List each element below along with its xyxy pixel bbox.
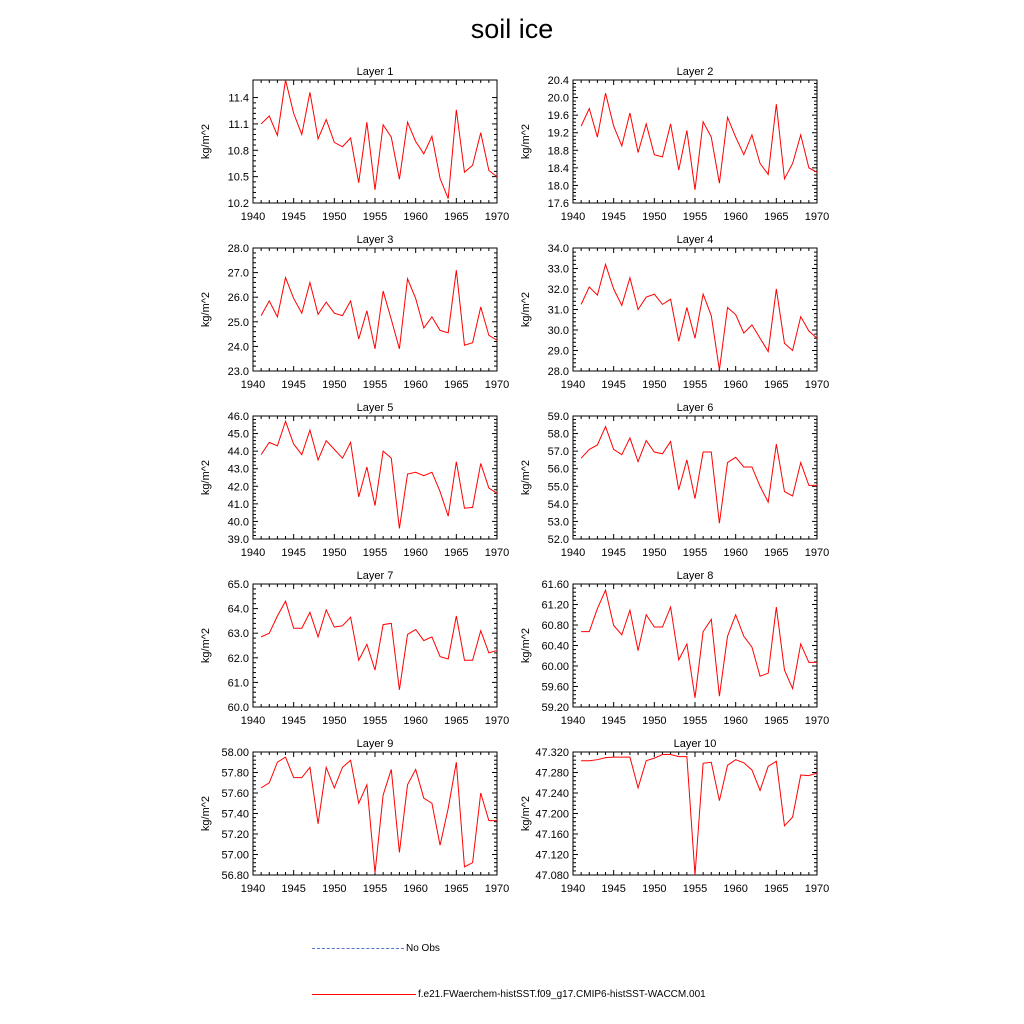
x-tick-label: 1965 [444, 715, 469, 727]
y-tick-label: 47.320 [535, 747, 569, 759]
y-tick-label: 61.60 [541, 579, 569, 591]
x-tick-label: 1970 [804, 547, 830, 559]
y-tick-label: 19.2 [547, 127, 569, 140]
x-tick-label: 1955 [362, 379, 388, 391]
series-line [581, 427, 817, 524]
y-tick-label: 23.0 [227, 366, 249, 378]
x-tick-label: 1945 [601, 547, 626, 559]
y-tick-label: 61.20 [541, 599, 569, 612]
x-tick-label: 1965 [444, 547, 469, 559]
y-axis-label: kg/m^2 [520, 795, 532, 832]
series-line [581, 264, 817, 370]
series-line [581, 93, 817, 190]
y-tick-label: 11.1 [228, 118, 249, 131]
y-tick-label: 29.0 [547, 345, 569, 358]
panel-7 [200, 570, 509, 727]
y-axis-label: kg/m^2 [520, 627, 532, 664]
y-tick-label: 65.0 [227, 579, 249, 591]
x-tick-label: 1955 [682, 715, 708, 727]
x-tick-label: 1970 [804, 379, 830, 391]
panel-10 [520, 738, 829, 895]
panel-title: Layer 3 [356, 234, 394, 246]
y-axis-label: kg/m^2 [200, 291, 212, 328]
x-tick-label: 1945 [601, 883, 626, 895]
panel-title: Layer 2 [676, 66, 714, 78]
x-tick-label: 1960 [723, 883, 748, 895]
y-tick-label: 58.00 [221, 747, 249, 759]
panel-2 [520, 66, 829, 223]
x-tick-label: 1965 [764, 883, 789, 895]
plot-frame [253, 416, 497, 539]
y-axis-label: kg/m^2 [200, 459, 212, 496]
series-line [261, 757, 497, 873]
y-tick-label: 47.200 [535, 808, 569, 821]
series-line [581, 590, 817, 698]
x-tick-label: 1950 [642, 211, 667, 223]
x-tick-label: 1945 [281, 379, 306, 391]
legend-item-obs [312, 943, 440, 954]
y-tick-label: 18.8 [547, 145, 569, 158]
legend-obs-label: No Obs [406, 943, 440, 954]
y-tick-label: 20.4 [547, 75, 569, 87]
x-tick-label: 1945 [281, 883, 306, 895]
y-tick-label: 10.5 [227, 171, 249, 184]
panel-title: Layer 10 [673, 738, 717, 750]
x-tick-label: 1955 [362, 547, 388, 559]
y-tick-label: 56.0 [547, 463, 569, 476]
plot-frame [573, 752, 817, 875]
y-tick-label: 47.160 [535, 829, 569, 841]
x-tick-label: 1945 [281, 547, 306, 559]
x-tick-label: 1950 [322, 211, 347, 223]
series-line [261, 601, 497, 690]
y-tick-label: 57.00 [221, 849, 249, 862]
y-tick-label: 18.0 [547, 180, 569, 193]
panel-6 [520, 402, 829, 559]
panel-4 [520, 234, 829, 391]
series-line [581, 755, 817, 875]
panel-title: Layer 6 [676, 402, 714, 414]
y-tick-label: 34.0 [547, 243, 569, 255]
y-tick-label: 61.0 [227, 677, 249, 690]
x-tick-label: 1950 [322, 379, 347, 391]
y-tick-label: 57.80 [221, 767, 249, 780]
x-tick-label: 1950 [322, 883, 347, 895]
y-axis-label: kg/m^2 [200, 795, 212, 832]
x-tick-label: 1940 [240, 715, 266, 727]
x-tick-label: 1945 [601, 379, 626, 391]
x-tick-label: 1945 [601, 715, 626, 727]
x-tick-label: 1965 [444, 211, 469, 223]
y-tick-label: 41.0 [227, 498, 249, 511]
panel-8 [520, 570, 829, 727]
y-axis-label: kg/m^2 [520, 123, 532, 160]
x-tick-label: 1940 [560, 379, 586, 391]
y-tick-label: 17.6 [547, 198, 569, 210]
x-tick-label: 1960 [403, 211, 428, 223]
x-tick-label: 1940 [560, 547, 586, 559]
legend-model-label: f.e21.FWaerchem-histSST.f09_g17.CMIP6-histSST-WACCM.001 [418, 989, 706, 1000]
y-tick-label: 11.4 [228, 92, 249, 105]
x-tick-label: 1970 [484, 211, 510, 223]
y-tick-label: 63.0 [227, 628, 249, 641]
panel-title: Layer 7 [356, 570, 394, 582]
y-tick-label: 10.2 [227, 198, 249, 210]
y-tick-label: 26.0 [227, 292, 249, 305]
y-tick-label: 45.0 [227, 428, 249, 441]
x-tick-label: 1960 [723, 379, 748, 391]
x-tick-label: 1955 [682, 547, 708, 559]
y-tick-label: 59.20 [541, 702, 569, 714]
y-tick-label: 60.00 [541, 661, 569, 673]
y-tick-label: 30.0 [547, 325, 569, 337]
y-tick-label: 64.0 [227, 603, 249, 616]
y-tick-label: 46.0 [227, 411, 249, 423]
y-tick-label: 28.0 [547, 366, 569, 378]
x-tick-label: 1970 [484, 715, 510, 727]
panel-title: Layer 4 [676, 234, 714, 246]
x-tick-label: 1945 [601, 211, 626, 223]
plot-frame [253, 584, 497, 707]
y-tick-label: 44.0 [227, 446, 249, 459]
x-tick-label: 1955 [682, 883, 708, 895]
y-tick-label: 60.80 [541, 620, 569, 632]
panel-3 [200, 234, 509, 391]
x-tick-label: 1955 [362, 715, 388, 727]
y-tick-label: 40.0 [227, 516, 249, 529]
x-tick-label: 1955 [682, 379, 708, 391]
y-tick-label: 57.40 [221, 808, 249, 821]
x-tick-label: 1940 [560, 883, 586, 895]
y-tick-label: 32.0 [547, 284, 569, 296]
y-tick-label: 57.0 [547, 446, 569, 459]
panel-title: Layer 1 [356, 66, 394, 78]
x-tick-label: 1960 [723, 547, 748, 559]
y-tick-label: 47.240 [535, 788, 569, 800]
x-tick-label: 1955 [682, 211, 708, 223]
series-line [261, 421, 497, 528]
x-tick-label: 1940 [560, 211, 586, 223]
y-tick-label: 52.0 [547, 534, 569, 546]
x-tick-label: 1965 [764, 211, 789, 223]
x-tick-label: 1940 [560, 715, 586, 727]
y-tick-label: 28.0 [227, 243, 249, 255]
plot-frame [573, 584, 817, 707]
y-tick-label: 39.0 [227, 534, 249, 546]
y-tick-label: 55.0 [547, 481, 569, 494]
y-axis-label: kg/m^2 [200, 627, 212, 664]
x-tick-label: 1960 [723, 715, 748, 727]
y-tick-label: 58.0 [547, 428, 569, 441]
x-tick-label: 1945 [281, 715, 306, 727]
x-tick-label: 1940 [240, 547, 266, 559]
plot-frame [573, 416, 817, 539]
y-tick-label: 47.120 [535, 849, 569, 862]
y-tick-label: 60.0 [227, 702, 249, 714]
x-tick-label: 1960 [403, 883, 428, 895]
y-tick-label: 59.60 [541, 681, 569, 694]
y-tick-label: 33.0 [547, 263, 569, 276]
y-tick-label: 59.0 [547, 411, 569, 423]
x-tick-label: 1960 [403, 547, 428, 559]
x-tick-label: 1970 [484, 379, 510, 391]
y-tick-label: 20.0 [547, 92, 569, 105]
y-tick-label: 10.8 [227, 145, 249, 158]
y-tick-label: 54.0 [547, 498, 569, 511]
y-tick-label: 18.4 [547, 162, 569, 175]
x-tick-label: 1960 [403, 715, 428, 727]
panel-5 [200, 402, 509, 559]
x-tick-label: 1970 [484, 883, 510, 895]
y-axis-label: kg/m^2 [520, 291, 532, 328]
series-line [261, 270, 497, 349]
y-tick-label: 62.0 [227, 652, 249, 665]
x-tick-label: 1970 [804, 883, 830, 895]
x-tick-label: 1945 [281, 211, 306, 223]
y-tick-label: 47.280 [535, 767, 569, 780]
x-tick-label: 1955 [362, 883, 388, 895]
x-tick-label: 1950 [322, 547, 347, 559]
y-tick-label: 47.080 [535, 870, 569, 882]
panel-title: Layer 8 [676, 570, 714, 582]
plot-frame [573, 248, 817, 371]
y-tick-label: 31.0 [547, 304, 569, 317]
y-tick-label: 56.80 [221, 870, 249, 882]
x-tick-label: 1940 [240, 379, 266, 391]
x-tick-label: 1965 [444, 379, 469, 391]
x-tick-label: 1970 [804, 211, 830, 223]
panel-9 [200, 738, 509, 895]
y-tick-label: 53.0 [547, 516, 569, 529]
x-tick-label: 1955 [362, 211, 388, 223]
x-tick-label: 1940 [240, 883, 266, 895]
y-tick-label: 60.40 [541, 640, 569, 653]
x-tick-label: 1950 [322, 715, 347, 727]
y-tick-label: 25.0 [227, 316, 249, 329]
x-tick-label: 1950 [642, 379, 667, 391]
series-line [261, 80, 497, 199]
y-axis-label: kg/m^2 [200, 123, 212, 160]
legend-model-swatch [312, 994, 416, 995]
x-tick-label: 1970 [804, 715, 830, 727]
y-tick-label: 43.0 [227, 463, 249, 476]
legend-item-model [312, 989, 706, 1000]
x-tick-label: 1950 [642, 883, 667, 895]
figure-title: soil ice [470, 14, 554, 44]
panel-1 [200, 66, 509, 223]
x-tick-label: 1965 [764, 547, 789, 559]
panel-title: Layer 9 [356, 738, 394, 750]
y-axis-label: kg/m^2 [520, 459, 532, 496]
panel-title: Layer 5 [356, 402, 394, 414]
y-tick-label: 42.0 [227, 481, 249, 494]
y-tick-label: 24.0 [227, 341, 249, 354]
x-tick-label: 1950 [642, 715, 667, 727]
x-tick-label: 1965 [444, 883, 469, 895]
x-tick-label: 1960 [723, 211, 748, 223]
legend-obs-swatch [312, 948, 404, 949]
y-tick-label: 19.6 [547, 110, 569, 123]
y-tick-label: 57.20 [221, 829, 249, 841]
x-tick-label: 1965 [764, 379, 789, 391]
x-tick-label: 1960 [403, 379, 428, 391]
x-tick-label: 1970 [484, 547, 510, 559]
x-tick-label: 1965 [764, 715, 789, 727]
x-tick-label: 1940 [240, 211, 266, 223]
y-tick-label: 57.60 [221, 788, 249, 800]
y-tick-label: 27.0 [227, 267, 249, 280]
x-tick-label: 1950 [642, 547, 667, 559]
